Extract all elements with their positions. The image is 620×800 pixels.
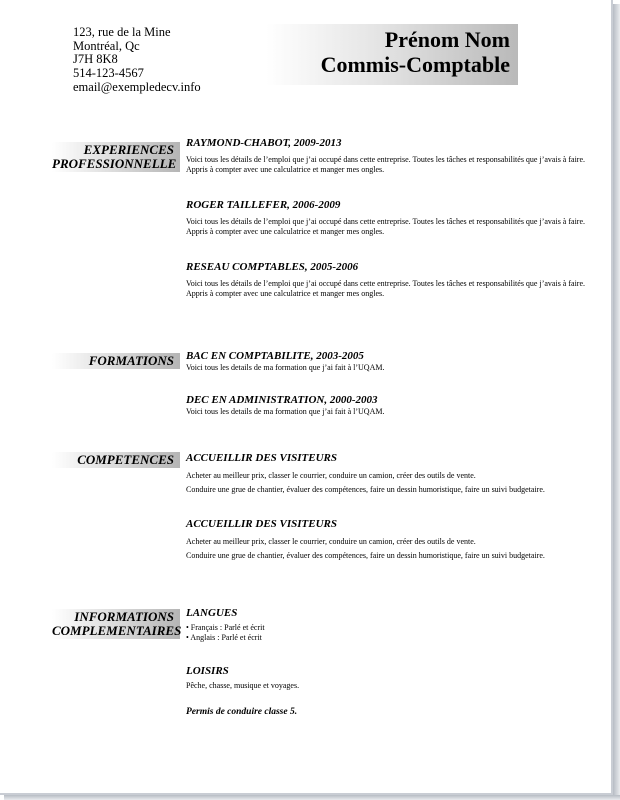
job-title: Commis-Comptable (320, 52, 510, 77)
section-label-line: PROFESSIONNELLE (52, 156, 177, 171)
experience-item (186, 261, 586, 299)
experience-title: RAYMOND-CHABOT, 2009-2013 (186, 137, 342, 149)
page-shadow-bottom (4, 795, 620, 800)
page-shadow-right (613, 4, 620, 800)
section-label-line: COMPETENCES (77, 452, 174, 467)
education-desc: Voici tous les details de ma formation que j’ai fait à l’UQAM. (186, 363, 385, 372)
experience-extra: Appris à compter avec une calculatrice et manger mes ongles. (186, 227, 385, 236)
experience-title: RESEAU COMPTABLES, 2005-2006 (186, 261, 359, 273)
skill-line: Acheter au meilleur prix, classer le courrier, conduire un camion, créer des outils de vente. (186, 471, 476, 480)
hobbies-title: LOISIRS (186, 665, 229, 677)
languages-title: LANGUES (186, 607, 238, 619)
education-item (186, 394, 586, 417)
education-desc: Voici tous les details de ma formation que j’ai fait à l’UQAM. (186, 407, 385, 416)
section-label-line: COMPLEMENTAIRES (52, 623, 182, 638)
skill-title: ACCUEILLIR DES VISITEURS (186, 452, 337, 464)
experience-desc: Voici tous les détails de l’emploi que j’ai occupé dans cette entreprise. Toutes les tâches et responsabilités que j’avais à faire. (186, 155, 586, 164)
contact-block (73, 26, 201, 95)
experience-item (186, 199, 586, 237)
section-label-education (52, 353, 180, 369)
education-title: BAC EN COMPTABILITE, 2003-2005 (186, 350, 364, 362)
person-name: Prénom Nom (384, 27, 510, 52)
section-label-line: EXPERIENCES (83, 142, 174, 157)
skill-line: Conduire une grue de chantier, évaluer des compétences, faire un dessin humoristique, faire un suivi budgetaire. (186, 485, 545, 494)
experience-desc: Voici tous les détails de l’emploi que j’ai occupé dans cette entreprise. Toutes les tâches et responsabilités que j’avais à faire. (186, 217, 586, 226)
contact-postal: J7H 8K8 (73, 52, 118, 67)
contact-phone: 514-123-4567 (73, 66, 144, 81)
language-item: • Français : Parlé et écrit (186, 623, 265, 632)
contact-city: Montréal, Qc (73, 38, 140, 53)
license-text: Permis de conduire classe 5. (186, 707, 298, 717)
section-label-line: FORMATIONS (88, 353, 174, 368)
language-item: • Anglais : Parlé et écrit (186, 633, 262, 642)
skill-item (186, 452, 586, 495)
experience-desc: Voici tous les détails de l’emploi que j’ai occupé dans cette entreprise. Toutes les tâches et responsabilités que j’avais à faire. (186, 279, 586, 288)
info-hobbies (186, 665, 586, 691)
contact-street: 123, rue de la Mine (73, 25, 171, 39)
skill-line: Acheter au meilleur prix, classer le courrier, conduire un camion, créer des outils de vente. (186, 537, 476, 546)
section-label-line: INFORMATIONS (74, 609, 174, 624)
info-license (186, 706, 586, 718)
contact-email: email@exempledecv.info (73, 79, 201, 94)
skill-item (186, 518, 586, 561)
section-label-experience (52, 142, 180, 172)
experience-title: ROGER TAILLEFER, 2006-2009 (186, 199, 341, 211)
section-label-info (52, 609, 180, 639)
name-banner (266, 24, 518, 85)
experience-extra: Appris à compter avec une calculatrice et manger mes ongles. (186, 165, 385, 174)
hobbies-text: Pêche, chasse, musique et voyages. (186, 681, 300, 690)
info-languages (186, 607, 586, 643)
skill-line: Conduire une grue de chantier, évaluer des compétences, faire un dessin humoristique, faire un suivi budgetaire. (186, 551, 545, 560)
education-item (186, 350, 586, 373)
experience-extra: Appris à compter avec une calculatrice et manger mes ongles. (186, 289, 385, 298)
skill-title: ACCUEILLIR DES VISITEURS (186, 518, 337, 530)
experience-item (186, 137, 586, 175)
section-label-skills (52, 452, 180, 468)
education-title: DEC EN ADMINISTRATION, 2000-2003 (186, 394, 378, 406)
